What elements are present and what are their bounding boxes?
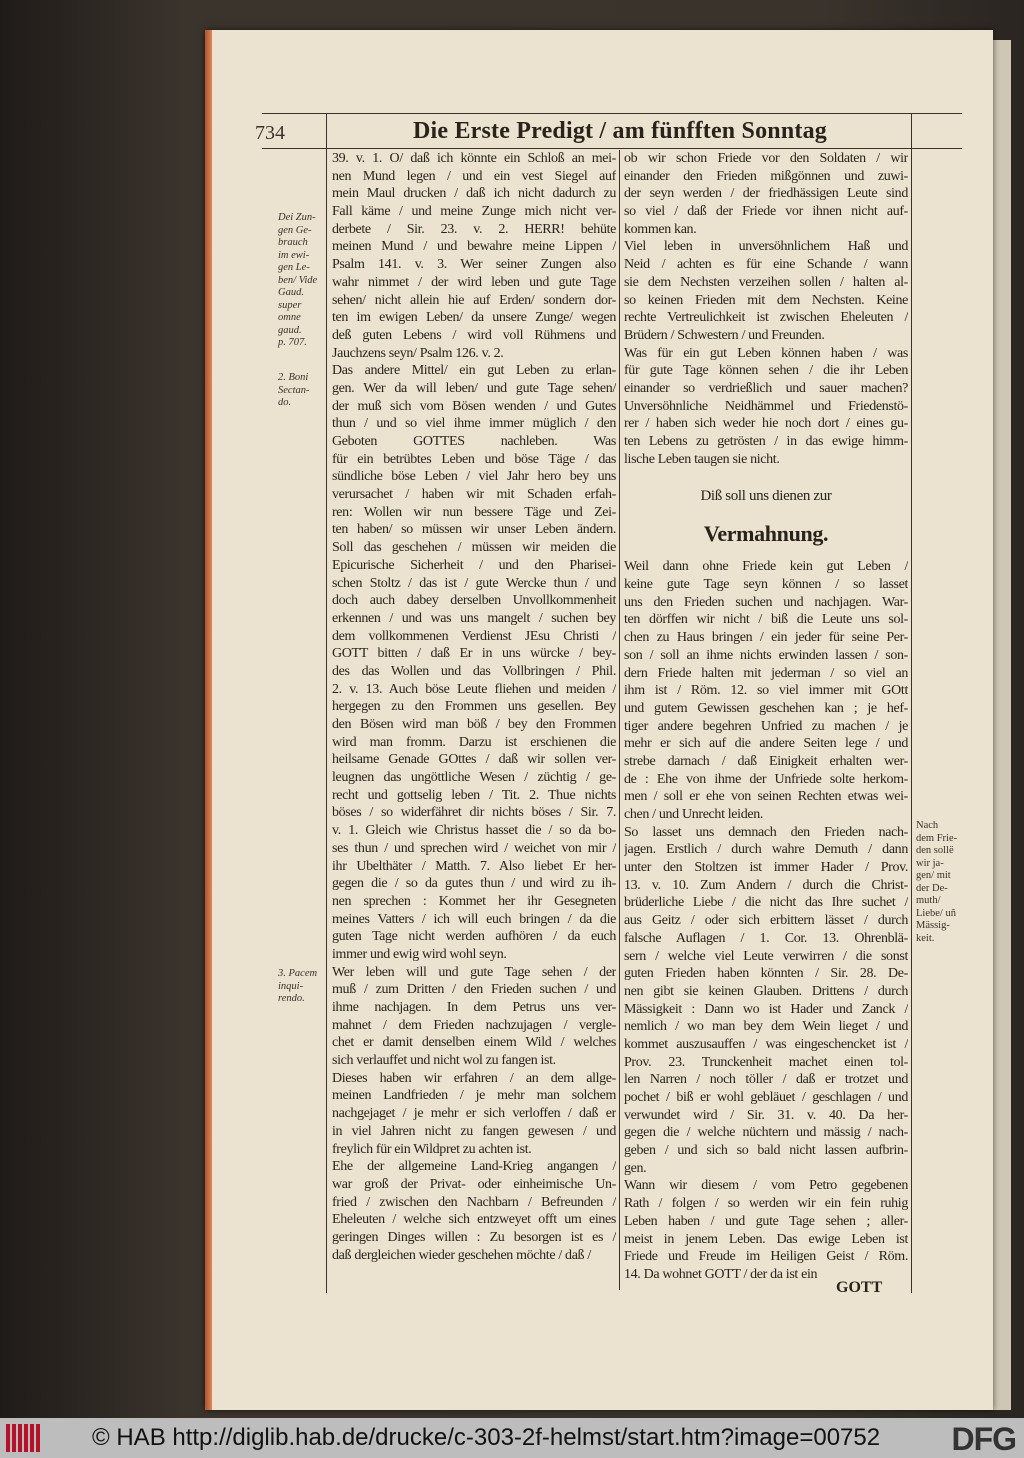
page-binding-edge — [205, 30, 212, 1410]
text-line: derbete / Sir. 23. v. 2. HERR! behüte — [332, 221, 616, 237]
text-line: jagen. Erstlich / durch wahre Demuth / dann — [624, 842, 908, 858]
margin-note-line: den sollë — [916, 845, 954, 856]
catchword: GOTT — [836, 1279, 883, 1296]
text-line: des das Wollen und das Vollbringen / Phil. — [332, 663, 616, 679]
text-line: schen Stoltz / das ist / gute Wercke thun / und — [332, 575, 616, 591]
text-line: uns den Frieden suchen und nachjagen. War- — [624, 594, 908, 610]
margin-note-line: dem Frie- — [916, 832, 958, 844]
text-line: son / soll an ihme nichts erwinden lassen / son- — [624, 647, 908, 663]
text-line: Psalm 141. v. 3. Wer seiner Zungen also — [332, 257, 616, 273]
text-line: mehr er sich auf die andere Seiten lege / und — [624, 736, 908, 752]
text-line: nachgejaget / je mehr er sich verloffen / daß er — [332, 1106, 616, 1122]
text-line: meist in jenem Leben. Das ewige Leben ist — [624, 1231, 908, 1247]
margin-note-line: omne — [278, 312, 301, 323]
text-line: 39. v. 1. O/ daß ich könnte ein Schloß an mei- — [332, 151, 616, 166]
dfg-logo: DFG — [951, 1421, 1016, 1457]
text-line: nen sprechen : Kommet her ihr Gesegneten — [332, 893, 616, 909]
text-line: tiger andere begehren Unfried zu machen / je — [624, 718, 908, 734]
margin-note-left-3 — [278, 968, 317, 1006]
text-line: doch auch dabey derselben Unvollkommenheit — [332, 593, 616, 609]
text-line: guten Tage nicht werden aufhören / da euch — [332, 929, 616, 945]
text-line: GOTT bitten / daß Er in uns würcke / bey- — [332, 646, 616, 662]
text-line: dern Friede halten mit jederman / so viel an — [624, 665, 908, 681]
text-line: erkennen / und was uns mangelt / suchen bey — [332, 610, 616, 626]
column-divider — [619, 150, 620, 1290]
text-line: so keinen Frieden mit dem Nechsten. Keine — [624, 292, 908, 308]
margin-note-line: der De- — [916, 882, 948, 894]
margin-note-line: muth/ — [916, 895, 941, 906]
text-line: verwundet wird / Sir. 31. v. 40. Da her- — [624, 1107, 908, 1123]
margin-note-line: gen Ge- — [278, 224, 312, 236]
text-line: Dieses haben wir erfahren / an dem allge- — [332, 1070, 616, 1086]
text-line: meines Vatters / ich will euch bringen / da die — [332, 911, 616, 927]
text-line: nen Mund legen / und ein vest Siegel auf — [332, 168, 616, 184]
margin-note-right-1 — [916, 820, 957, 945]
adjacent-page-edge — [993, 40, 1011, 1410]
text-line: den Bösen wird man böß / bey den Frommen — [332, 717, 616, 732]
text-line: ten im ewigen Leben/ da unsere Zunge/ wegen — [332, 310, 616, 326]
text-line: mahnet / dem Frieden nachzujagen / vergle- — [332, 1017, 616, 1033]
text-line: So lasset uns demnach den Frieden nach- — [624, 824, 908, 840]
page-number: 734 — [255, 122, 285, 144]
text-line: in viel Jahren nicht zu fangen gewesen / und — [332, 1123, 616, 1139]
text-line: ten dörffen wir nicht / biß die Leute uns sol- — [624, 612, 908, 628]
text-line: Soll das geschehen / müssen wir meiden die — [332, 540, 616, 556]
text-line: Friede und Freude im Heiligen Geist / Röm. — [624, 1249, 908, 1265]
text-line: böses / so widerfähret dir nichts böses / Sir. 7. — [332, 805, 616, 821]
text-line: dem vollkommenen Verdienst JEsu Christi / — [332, 628, 616, 644]
text-line: Jauchzens seyn/ Psalm 126. v. 2. — [332, 345, 504, 361]
text-line: fried / zwischen den Nachbarn / Befreunden / — [332, 1194, 616, 1210]
text-line: Fall käme / und meine Zunge mich nicht ver- — [332, 204, 616, 220]
text-line: ten Lebens zu getrösten / in das ewige himm- — [624, 434, 908, 449]
text-line: strebe darnach / daß Einigkeit erhalten wer- — [624, 753, 908, 769]
text-line: Unversöhnliche Neidhämmel und Friedenstö- — [624, 398, 908, 414]
text-line: sündliche böse Leben / viel Jahr hero bey uns — [332, 469, 616, 485]
running-head: Die Erste Predigt / am fünfften Sonntag — [413, 118, 827, 144]
text-line: für ein betrübtes Leben und böse Täge / das — [332, 451, 616, 467]
text-line: deß guten Lebens / wird voll Rühmens und — [332, 327, 616, 343]
margin-note-line: gen/ mit — [916, 870, 951, 881]
text-line: Wann wir diesem / vom Petro gegebenen — [624, 1178, 908, 1194]
text-line: chen zu Haus bringen / ein jeder für seine Per- — [624, 630, 908, 646]
text-line: Neid / achten es für eine Schande / wann — [624, 257, 908, 273]
text-line: Eheleuten / welche sich entzweyet offt um eines — [332, 1212, 616, 1228]
text-line: 13. v. 10. Zum Andern / durch die Christ- — [624, 877, 908, 893]
text-line: lische Leben taugen sie nicht. — [624, 451, 780, 467]
text-line: der muß sich vom Bösen wenden / und Gutes — [332, 398, 616, 414]
margin-note-line: Gaud. — [278, 287, 304, 298]
text-line: Weil dann ohne Friede kein gut Leben / — [624, 559, 908, 575]
text-line: wahr nimmet / der wird leben und gute Tage — [332, 274, 616, 290]
margin-note-line: 3. Pacem — [278, 968, 318, 979]
margin-note-line: Nach — [916, 820, 939, 831]
text-line: sern / welche viel Leute verwirren / die sonst — [624, 948, 908, 964]
text-line: pochet / biß er wohl gebläuet / geschlagen / und — [624, 1090, 908, 1105]
text-line: daß dergleichen wieder geschehen möchte / daß / — [332, 1247, 591, 1263]
text-line: ihme nachjagen. In dem Petrus uns ver- — [332, 1000, 616, 1015]
text-line: meinen Landfrieden / je mehr man solchem — [332, 1088, 616, 1104]
text-line: recht und gottselig leben / Tit. 2. Thue nichts — [332, 787, 616, 803]
text-line: meinen Mund / und bewahre meine Lippen / — [332, 239, 616, 255]
margin-note-line: brauch — [278, 237, 308, 248]
margin-note-line: super — [278, 299, 302, 311]
text-line: rechte Vertreulichkeit ist zwischen Eheleuten / — [624, 310, 908, 326]
text-line: gegen die / so da gutes thun / und wird zu ih- — [332, 876, 616, 892]
text-line: sich verlauffet und nicht wol zu fangen ist. — [332, 1053, 556, 1069]
section-heading: Vermahnung. — [703, 521, 829, 547]
margin-note-line: p. 707. — [278, 337, 307, 348]
text-line: de : Ehe von ihme der Unfriede solte herkom- — [624, 771, 908, 787]
text-line: Rath / folgen / so werden wir ein fein ruhig — [624, 1196, 908, 1212]
text-line: len Narren / noch töller / daß er trotzet und — [624, 1072, 908, 1088]
text-line: Geboten GOTTES nachleben. Was — [332, 434, 616, 449]
text-line: ihr Ubelthäter / Matth. 7. Also liebet Er her- — [332, 858, 616, 874]
text-column-left — [332, 150, 616, 1264]
margin-note-left-1 — [278, 212, 317, 350]
text-line: Ehe der allgemeine Land-Krieg angangen / — [332, 1159, 616, 1175]
hab-logo-icon — [6, 1424, 40, 1452]
text-line: hergegen zu den Frommen uns gesellen. Bey — [332, 699, 616, 715]
text-line: geringen Dinges willen : Zu besorgen ist es / — [332, 1229, 616, 1245]
text-line: sie dem Nechsten verzeihen sollen / halten al- — [624, 274, 908, 290]
text-line: geben / und sich so bald nicht lassen aufbrin- — [624, 1143, 908, 1159]
margin-note-line: keit. — [916, 932, 935, 944]
text-line: nen gibt sie keinen Glauben. Drittens / durch — [624, 983, 908, 999]
footer-bar — [0, 1418, 1024, 1458]
text-line: guten Frieden haben könnten / Sir. 28. De- — [624, 966, 908, 982]
text-line: sehen/ nicht allein hie auf Erden/ sondern dor- — [332, 292, 616, 308]
margin-note-line: rendo. — [278, 993, 305, 1004]
text-line: ren: Wollen wir nun bessere Täge und Zei- — [332, 504, 616, 520]
text-line: 2. v. 13. Auch böse Leute fliehen und meiden / — [332, 681, 616, 697]
text-line: brüderliche Liebe / die nicht das Ihre suchet / — [624, 895, 908, 911]
left-margin-rule — [326, 113, 327, 1293]
text-line: unter den Stoltzen ist immer Hader / Prov. — [624, 860, 908, 876]
text-line: 14. Da wohnet GOTT / der da ist ein — [624, 1266, 818, 1282]
text-line: nemlich / wo man bey dem Wein lieget / und — [624, 1019, 908, 1035]
text-line: chen / und Unrecht leiden. — [624, 807, 764, 822]
header-bottom-rule — [262, 148, 962, 149]
margin-note-line: ben/ Vide — [278, 274, 318, 286]
margin-note-line: gaud. — [278, 324, 302, 336]
text-line: gen. Wer da will leben/ und gute Tage sehen/ — [332, 380, 616, 396]
text-line: Leben haben / und gute Tage sehen ; aller- — [624, 1213, 908, 1229]
text-line: ses thun / und sprechen wird / weichet von mir / — [332, 840, 616, 856]
text-line: und gutem Gewissen geschehen kan ; je hef- — [624, 700, 908, 716]
text-line: kommen kan. — [624, 221, 697, 237]
text-line: Epicurische Sicherheit / und den Pharisei- — [332, 557, 616, 573]
text-line: rer / haben sich weder hie noch dort / eines gu- — [624, 416, 908, 432]
margin-note-line: inqui- — [278, 980, 304, 992]
text-line: muß / zum Dritten / den Frieden suchen / und — [332, 982, 616, 998]
text-line: Viel leben in unversöhnlichem Haß und — [624, 239, 908, 255]
text-line: war groß der Privat- oder einheimische Un- — [332, 1176, 616, 1192]
text-line: aus Geitz / oder sich erbittern lässet / durch — [624, 913, 908, 929]
text-line: freylich für ein Wildpret zu achten ist. — [332, 1141, 532, 1157]
margin-note-line: Dei Zun- — [278, 212, 316, 223]
text-line: einander den Frieden mißgönnen und zuwi- — [624, 168, 908, 184]
text-line: Wer leben will und gute Tage sehen / der — [332, 964, 616, 980]
margin-note-line: Sectan- — [278, 384, 310, 396]
text-line: Das andere Mittel/ ein gut Leben zu erlan- — [332, 363, 616, 379]
text-line: falsche Auflagen / 1. Cor. 13. Ohrenblä- — [624, 930, 908, 946]
text-line: leugnen das ungöttliche Wesen / züchtig / ge- — [332, 770, 616, 786]
margin-note-line: gen Le- — [278, 262, 310, 273]
text-line: so viel / daß der Friede vor ihnen nicht auf- — [624, 204, 908, 220]
text-line: ten haben/ so müssen wir unser Leben ändern. — [332, 522, 616, 538]
text-line: für gute Tage können sehen / die ihr Leben — [624, 363, 908, 379]
text-line: Brüdern / Schwestern / und Freunden. — [624, 327, 825, 343]
header-top-rule — [262, 113, 962, 114]
text-line: ob wir schon Friede vor den Soldaten / wir — [624, 151, 908, 166]
text-line: gen. — [624, 1160, 647, 1176]
text-line: immer und ewig wird wohl seyn. — [332, 946, 507, 962]
margin-note-line: 2. Boni — [278, 372, 309, 383]
text-line: thun / und so viel ihme immer müglich / den — [332, 416, 616, 432]
text-line: Was für ein gut Leben können haben / was — [624, 345, 908, 361]
text-line: heilsame Genade GOttes / daß wir sollen ver- — [332, 752, 616, 768]
copyright-link[interactable]: © HAB http://diglib.hab.de/drucke/c-303-2f-helmst/start.htm?image=00752 — [92, 1424, 881, 1451]
margin-note-left-2 — [278, 372, 310, 410]
text-line: kommet auszusauffen / was eingeschencket ist / — [624, 1036, 908, 1052]
text-line: wird man fromm. Darzu ist erschienen die — [332, 734, 616, 750]
text-line: Prov. 23. Trunckenheit machet einen tol- — [624, 1054, 908, 1070]
section-intro: Diß soll uns dienen zur — [700, 488, 832, 505]
margin-note-line: Liebe/ uñ — [916, 907, 956, 919]
text-line: v. 1. Gleich wie Christus hasset die / so da bo- — [332, 823, 616, 839]
right-margin-rule — [911, 113, 912, 1293]
text-line: einander so verdrießlich und sauer machen? — [624, 380, 908, 396]
text-line: men / soll er ehe von seinen Rechten etwas wei- — [624, 789, 908, 805]
margin-note-line: im ewi- — [278, 249, 310, 261]
text-line: der seyn werden / der friedhässigen Leute sind — [624, 186, 908, 202]
margin-note-line: wir ja- — [916, 857, 944, 869]
text-line: keine gute Tage seyn können / so lasset — [624, 577, 908, 593]
text-line: chet er damit denselben einem Wild / welches — [332, 1035, 616, 1051]
text-line: Mässigkeit : Dann wo ist Hader und Zanck / — [624, 1001, 908, 1017]
text-line: verursachet / haben wir mit Schaden erfah- — [332, 487, 616, 503]
margin-note-line: do. — [278, 397, 292, 408]
text-line: mein Maul drucken / daß ich nicht dadurch zu — [332, 186, 616, 202]
text-line: gegen die / welche nüchtern und mässig / nach- — [624, 1125, 908, 1141]
text-line: ihm ist / Röm. 12. so viel immer mit GOtt — [624, 683, 908, 699]
text-column-right — [624, 150, 908, 1284]
margin-note-line: Mässig- — [916, 920, 950, 931]
